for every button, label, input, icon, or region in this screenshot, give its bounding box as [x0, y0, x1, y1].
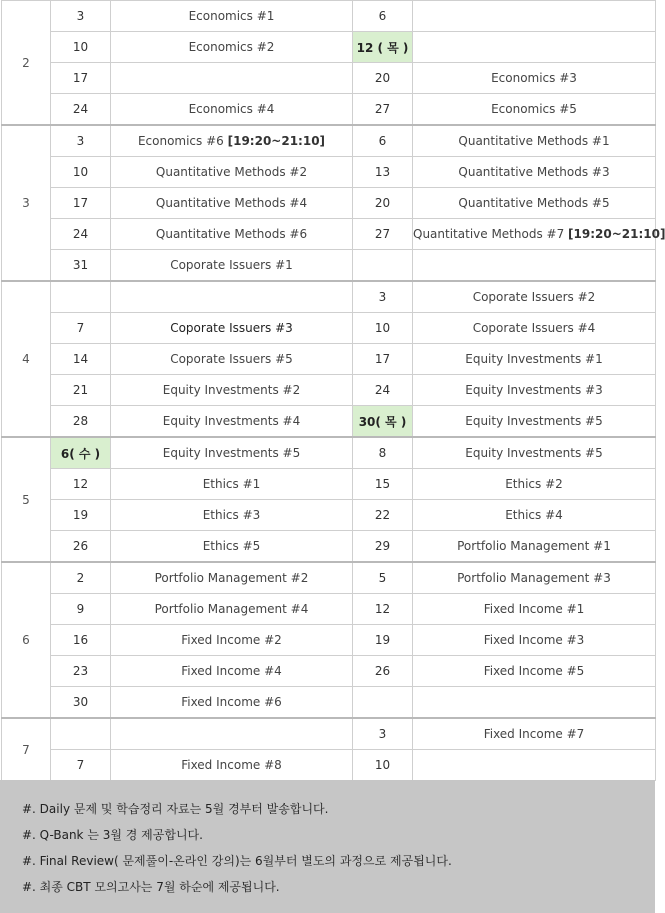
- month-cell: 7: [2, 718, 51, 781]
- schedule-row: [2, 531, 656, 563]
- topic-cell: [111, 562, 353, 594]
- day-cell-text: 28: [72, 414, 89, 428]
- schedule-row: [2, 625, 656, 656]
- topic-cell: [111, 313, 353, 344]
- day-cell: [51, 281, 111, 313]
- day-cell-text: 6: [378, 134, 387, 148]
- day-cell-text: 24: [374, 383, 391, 397]
- schedule-row: [2, 594, 656, 625]
- day-cell-text: 6( 수 ): [60, 446, 101, 461]
- day-cell: [51, 188, 111, 219]
- topic-cell: [413, 406, 656, 438]
- day-cell-text: 19: [374, 633, 391, 647]
- day-cell-text: 3: [76, 9, 85, 23]
- month-cell: 3: [2, 125, 51, 281]
- day-cell: [51, 94, 111, 126]
- schedule-row: [2, 1, 656, 32]
- day-cell-text: 27: [374, 227, 391, 241]
- day-cell-text: 30: [72, 695, 89, 709]
- day-cell: [353, 437, 413, 469]
- day-cell: [353, 250, 413, 282]
- topic-cell: [111, 687, 353, 719]
- topic-cell: [111, 469, 353, 500]
- topic-cell: [111, 531, 353, 563]
- topic-cell: [413, 718, 656, 750]
- topic-cell: [413, 281, 656, 313]
- day-cell: [353, 281, 413, 313]
- day-cell: [51, 594, 111, 625]
- day-cell: [51, 406, 111, 438]
- day-cell-text: 20: [374, 71, 391, 85]
- day-cell: [353, 718, 413, 750]
- topic-cell-text: Coporate Issuers #5: [170, 352, 293, 366]
- day-cell: [51, 562, 111, 594]
- day-cell-text: 12 ( 목 ): [356, 40, 409, 55]
- session-time: [19:20~21:10]: [227, 134, 326, 148]
- topic-cell: [413, 313, 656, 344]
- day-cell-text: 16: [72, 633, 89, 647]
- topic-cell-text: Equity Investments #2: [162, 383, 301, 397]
- schedule-row: [2, 344, 656, 375]
- topic-cell: [111, 157, 353, 188]
- topic-cell: [413, 656, 656, 687]
- topic-cell: [413, 32, 656, 63]
- topic-cell-text: Fixed Income #8: [181, 758, 282, 772]
- day-cell-text: 7: [76, 758, 85, 772]
- day-cell-text: 8: [378, 446, 387, 460]
- day-cell: [353, 500, 413, 531]
- day-cell: [353, 1, 413, 32]
- topic-cell-text: Fixed Income #6: [181, 695, 282, 709]
- day-cell: [353, 188, 413, 219]
- day-cell: [353, 531, 413, 563]
- topic-cell-text: Ethics #3: [202, 508, 261, 522]
- topic-cell: [111, 281, 353, 313]
- day-cell-text: 12: [72, 477, 89, 491]
- topic-cell: [413, 63, 656, 94]
- topic-cell-text: Economics #4: [188, 102, 275, 116]
- topic-cell-text: Equity Investments #4: [162, 414, 301, 428]
- schedule-table: [1, 0, 665, 781]
- schedule-row: [2, 375, 656, 406]
- day-cell-text: 17: [72, 71, 89, 85]
- day-cell: [51, 656, 111, 687]
- topic-cell-text: Equity Investments #5: [465, 414, 603, 428]
- day-cell-text: 31: [72, 258, 89, 272]
- day-cell: [51, 469, 111, 500]
- topic-cell-text: Economics #3: [491, 71, 577, 85]
- schedule-row: [2, 250, 656, 282]
- schedule-row: [2, 157, 656, 188]
- topic-cell-text: Ethics #5: [202, 539, 261, 553]
- topic-cell: [413, 687, 656, 719]
- day-cell-text: 10: [374, 758, 391, 772]
- day-cell: [353, 750, 413, 781]
- day-cell-text: 10: [374, 321, 391, 335]
- topic-cell-text: Quantitative Methods #2: [155, 165, 308, 179]
- topic-cell: [413, 750, 656, 781]
- day-cell: [353, 562, 413, 594]
- day-cell: [51, 718, 111, 750]
- topic-cell: [413, 250, 656, 282]
- day-cell: [353, 406, 413, 438]
- day-cell: [353, 469, 413, 500]
- day-cell-text: 10: [72, 40, 89, 54]
- topic-cell-text: Fixed Income #3: [483, 633, 585, 647]
- day-cell-text: 27: [374, 102, 391, 116]
- day-cell-text: 15: [374, 477, 391, 491]
- note-cbt: #. 최종 CBT 모의고사는 7월 하순에 제공됩니다.: [22, 880, 280, 894]
- topic-cell-text: Portfolio Management #2: [154, 571, 309, 585]
- schedule-row: [2, 219, 656, 250]
- day-cell: [51, 157, 111, 188]
- day-cell: [353, 125, 413, 157]
- day-cell: [51, 250, 111, 282]
- topic-cell: [413, 94, 656, 126]
- schedule-row: [2, 32, 656, 63]
- note-daily: #. Daily 문제 및 학습정리 자료는 5월 경부터 발송합니다.: [22, 802, 329, 816]
- topic-cell-text: Quantitative Methods #5: [458, 196, 610, 210]
- topic-cell: [111, 406, 353, 438]
- topic-cell: [413, 375, 656, 406]
- day-cell: [51, 313, 111, 344]
- schedule-row: [2, 437, 656, 469]
- schedule-row: [2, 500, 656, 531]
- session-time: [19:20~21:10]: [568, 227, 665, 241]
- schedule-row: [2, 125, 656, 157]
- topic-cell-text: Quantitative Methods #7: [413, 227, 565, 241]
- topic-cell: [413, 219, 665, 250]
- topic-cell-text: Ethics #4: [505, 508, 563, 522]
- day-cell-text: 17: [374, 352, 391, 366]
- day-cell: [51, 437, 111, 469]
- schedule-row: [2, 313, 656, 344]
- topic-cell-text: Coporate Issuers #2: [472, 290, 596, 304]
- topic-cell-text: Quantitative Methods #3: [458, 165, 610, 179]
- day-cell-text: 10: [72, 165, 89, 179]
- month-cell: 6: [2, 562, 51, 718]
- schedule-row: [2, 656, 656, 687]
- day-cell: [51, 531, 111, 563]
- topic-cell-text: Equity Investments #3: [465, 383, 603, 397]
- topic-cell-text: Portfolio Management #4: [154, 602, 309, 616]
- day-cell: [353, 94, 413, 126]
- day-cell-text: 29: [374, 539, 391, 553]
- day-cell-text: 19: [72, 508, 89, 522]
- day-cell: [353, 625, 413, 656]
- topic-cell: [413, 344, 656, 375]
- schedule-row: [2, 750, 656, 781]
- topic-cell-text: Economics #1: [188, 9, 275, 23]
- day-cell: [51, 375, 111, 406]
- day-cell-text: 26: [72, 539, 89, 553]
- topic-cell: [111, 500, 353, 531]
- topic-cell-text: Equity Investments #1: [465, 352, 603, 366]
- notes-panel: [0, 780, 655, 913]
- topic-cell: [111, 125, 353, 157]
- day-cell: [51, 125, 111, 157]
- day-cell-text: 22: [374, 508, 391, 522]
- topic-cell-text: Fixed Income #2: [181, 633, 282, 647]
- day-cell-text: 3: [378, 727, 387, 741]
- topic-cell: [413, 531, 656, 563]
- day-cell-text: 3: [76, 134, 85, 148]
- topic-cell: [111, 32, 353, 63]
- topic-cell: [111, 594, 353, 625]
- day-cell-text: 20: [374, 196, 391, 210]
- day-cell-text: 12: [374, 602, 391, 616]
- topic-cell: [111, 375, 353, 406]
- topic-cell: [111, 94, 353, 126]
- day-cell: [51, 32, 111, 63]
- schedule-row: [2, 63, 656, 94]
- day-cell-text: 14: [72, 352, 89, 366]
- schedule-row: [2, 469, 656, 500]
- day-cell: [353, 375, 413, 406]
- month-cell: 5: [2, 437, 51, 562]
- topic-cell-text: Fixed Income #5: [483, 664, 585, 678]
- topic-cell-text: Fixed Income #7: [483, 727, 585, 741]
- topic-cell-text: Economics #2: [188, 40, 275, 54]
- topic-cell-text: Ethics #2: [505, 477, 563, 491]
- day-cell: [51, 219, 111, 250]
- topic-cell: [111, 656, 353, 687]
- day-cell: [353, 219, 413, 250]
- day-cell-text: 26: [374, 664, 391, 678]
- day-cell: [353, 313, 413, 344]
- note-qbank: #. Q-Bank 는 3월 경 제공합니다.: [22, 828, 203, 842]
- topic-cell: [111, 750, 353, 781]
- day-cell-text: 13: [374, 165, 391, 179]
- schedule-row: [2, 94, 656, 126]
- day-cell: [51, 687, 111, 719]
- topic-cell: [413, 594, 656, 625]
- day-cell-text: 24: [72, 102, 89, 116]
- schedule-row: [2, 562, 656, 594]
- topic-cell: [413, 437, 656, 469]
- topic-cell: [413, 1, 656, 32]
- day-cell: [353, 656, 413, 687]
- day-cell: [353, 157, 413, 188]
- day-cell: [353, 687, 413, 719]
- topic-cell: [111, 1, 353, 32]
- topic-cell: [413, 157, 656, 188]
- topic-cell: [111, 625, 353, 656]
- note-final-review: #. Final Review( 문제풀이-온라인 강의)는 6월부터 별도의 과정으로 제공됩니다.: [22, 854, 452, 868]
- day-cell-text: 2: [76, 571, 85, 585]
- day-cell: [51, 63, 111, 94]
- topic-cell-text: Coporate Issuers #3: [170, 321, 293, 335]
- topic-cell-text: Quantitative Methods #1: [458, 134, 610, 148]
- topic-cell: [413, 625, 656, 656]
- month-cell: 4: [2, 281, 51, 437]
- day-cell-text: 30( 목 ): [358, 414, 407, 429]
- topic-cell-text: Coporate Issuers #1: [170, 258, 293, 272]
- topic-cell-text: Coporate Issuers #4: [472, 321, 596, 335]
- day-cell: [51, 344, 111, 375]
- topic-cell: [111, 63, 353, 94]
- day-cell-text: 6: [378, 9, 387, 23]
- topic-cell: [111, 188, 353, 219]
- topic-cell-text: Economics #6: [137, 134, 224, 148]
- day-cell: [51, 750, 111, 781]
- schedule-row: [2, 281, 656, 313]
- schedule-row: [2, 188, 656, 219]
- topic-cell: [111, 219, 353, 250]
- day-cell: [353, 32, 413, 63]
- day-cell: [353, 63, 413, 94]
- day-cell: [51, 625, 111, 656]
- day-cell-text: 24: [72, 227, 89, 241]
- day-cell-text: 21: [72, 383, 89, 397]
- day-cell-text: 3: [378, 290, 387, 304]
- topic-cell: [413, 562, 656, 594]
- topic-cell: [413, 469, 656, 500]
- month-cell: 2: [2, 1, 51, 126]
- topic-cell: [111, 718, 353, 750]
- topic-cell: [111, 250, 353, 282]
- topic-cell-text: Quantitative Methods #4: [155, 196, 308, 210]
- schedule-row: [2, 687, 656, 719]
- day-cell: [51, 1, 111, 32]
- topic-cell-text: Ethics #1: [202, 477, 261, 491]
- day-cell-text: 23: [72, 664, 89, 678]
- day-cell-text: 9: [76, 602, 85, 616]
- day-cell: [353, 344, 413, 375]
- schedule-row: [2, 406, 656, 438]
- topic-cell-text: Economics #5: [491, 102, 577, 116]
- topic-cell-text: Fixed Income #4: [181, 664, 282, 678]
- schedule-row: [2, 718, 656, 750]
- day-cell-text: 7: [76, 321, 85, 335]
- topic-cell: [413, 125, 656, 157]
- topic-cell: [111, 437, 353, 469]
- topic-cell-text: Equity Investments #5: [162, 446, 301, 460]
- day-cell-text: 17: [72, 196, 89, 210]
- topic-cell: [413, 500, 656, 531]
- topic-cell-text: Portfolio Management #1: [457, 539, 611, 553]
- day-cell: [51, 500, 111, 531]
- day-cell: [353, 594, 413, 625]
- topic-cell-text: Equity Investments #5: [465, 446, 603, 460]
- topic-cell-text: Fixed Income #1: [483, 602, 585, 616]
- topic-cell-text: Portfolio Management #3: [457, 571, 611, 585]
- topic-cell: [111, 344, 353, 375]
- day-cell-text: 5: [378, 571, 387, 585]
- topic-cell: [413, 188, 656, 219]
- topic-cell-text: Quantitative Methods #6: [155, 227, 308, 241]
